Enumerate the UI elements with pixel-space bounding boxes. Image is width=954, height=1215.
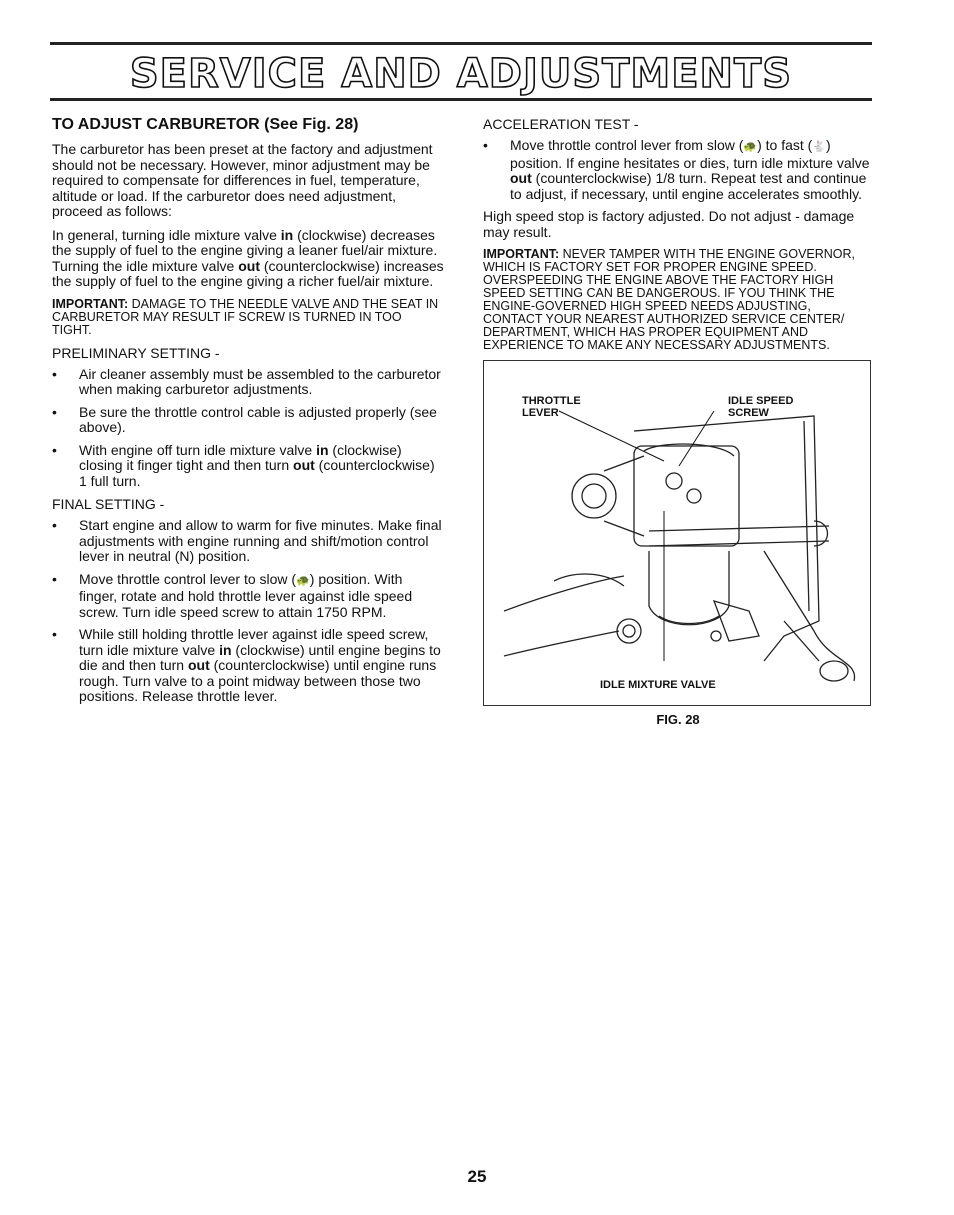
left-column: [52, 116, 444, 712]
important-governor-note: IMPORTANT: NEVER TAMPER WITH THE ENGINE GOVERNOR, WHICH IS FACTORY SET FOR PROPER ENGINE SPEED. OVERSPEEDING THE ENGINE ABOVE THE FACTORY HIGH SPEED SETTING CAN BE DANGEROUS. IF YOU THINK THE ENGINE-GOVERNED HIGH SPEED NEEDS ADJUSTING, CONTACT YOUR NEAREST AUTHORIZED SERVICE CENTER/ DEPARTMENT, WHICH HAS PROPER EQUIPMENT AND EXPERIENCE TO MAKE ANY NECESSARY ADJUSTMENTS.: [483, 247, 856, 352]
section-heading: TO ADJUST CARBURETOR (See Fig. 28): [52, 116, 359, 133]
figure-caption: FIG. 28: [656, 712, 700, 727]
header-rule-top: [50, 42, 872, 45]
final-list: [52, 518, 444, 705]
page-number: 25: [467, 1167, 487, 1186]
idle-mixture-valve-label: IDLE MIXTURE VALVE: [600, 679, 716, 691]
turtle-icon: 🐢: [743, 141, 758, 153]
list-item: • Move throttle control lever to slow (🐢) position. With finger, rotate and hold throttle lever against idle speed screw. Turn idle speed screw to attain 1750 RPM.: [52, 570, 413, 620]
list-item: • Air cleaner assembly must be assembled to the carburetor when making carburetor adjustments.: [52, 365, 441, 397]
acceleration-list: [483, 138, 873, 202]
high-speed-paragraph: High speed stop is factory adjusted. Do not adjust - damage may result.: [483, 208, 855, 240]
throttle-lever-label: THROTTLE LEVER: [522, 395, 581, 419]
intro-paragraph: The carburetor has been preset at the factory and adjustment should not be necessary. However, minor adjustment may be required to compensate for differences in fuel, temperature, altitude or load. If the carburetor does need adjustment, proceed as follows:: [52, 141, 433, 219]
list-item: • With engine off turn idle mixture valve in (clockwise) closing it finger tight and then turn out (counterclockwise) 1 full turn.: [52, 441, 435, 489]
list-item: • Start engine and allow to warm for five minutes. Make final adjustments with engine running and shift/motion control lever in neutral (N) position.: [52, 517, 442, 564]
page-title: SERVICE AND ADJUSTMENTS: [129, 51, 793, 97]
mixture-paragraph: In general, turning idle mixture valve in (clockwise) decreases the supply of fuel to the engine giving a leaner fuel/air mixture. Turning the idle mixture valve out (counterclockwise) increases the supply of fuel to the engine giving a richer fuel/air mixture.: [52, 226, 444, 289]
list-item: • While still holding throttle lever against idle speed screw, turn idle mixture valve in (clockwise) until engine begins to die and then turn out (counterclockwise) until engine runs rough. Turn valve to a point midway between those two positions. Release throttle lever.: [52, 626, 441, 704]
important-needle-note: IMPORTANT: DAMAGE TO THE NEEDLE VALVE AND THE SEAT IN CARBURETOR MAY RESULT IF SCREW IS TURNED IN TOO TIGHT.: [52, 296, 439, 337]
list-item: • Be sure the throttle control cable is adjusted properly (see above).: [52, 403, 437, 435]
acceleration-heading: ACCELERATION TEST -: [483, 116, 639, 132]
final-heading: FINAL SETTING -: [52, 496, 165, 512]
list-item: • Move throttle control lever from slow (🐢) to fast (🐇) position. If engine hesitates or dies, turn idle mixture valve out (counterclockwise) 1/8 turn. Repeat test and continue to adjust, if necessary, until engine accelerates smoothly.: [483, 137, 870, 202]
preliminary-list: [52, 367, 444, 490]
right-column: [483, 116, 873, 727]
rabbit-icon: 🐇: [812, 141, 827, 153]
carburetor-figure: [483, 360, 871, 706]
turtle-icon: 🐢: [296, 574, 310, 587]
idle-speed-screw-label: IDLE SPEED SCREW: [728, 395, 794, 419]
preliminary-heading: PRELIMINARY SETTING -: [52, 344, 220, 361]
header-rule-bottom: [50, 98, 872, 101]
